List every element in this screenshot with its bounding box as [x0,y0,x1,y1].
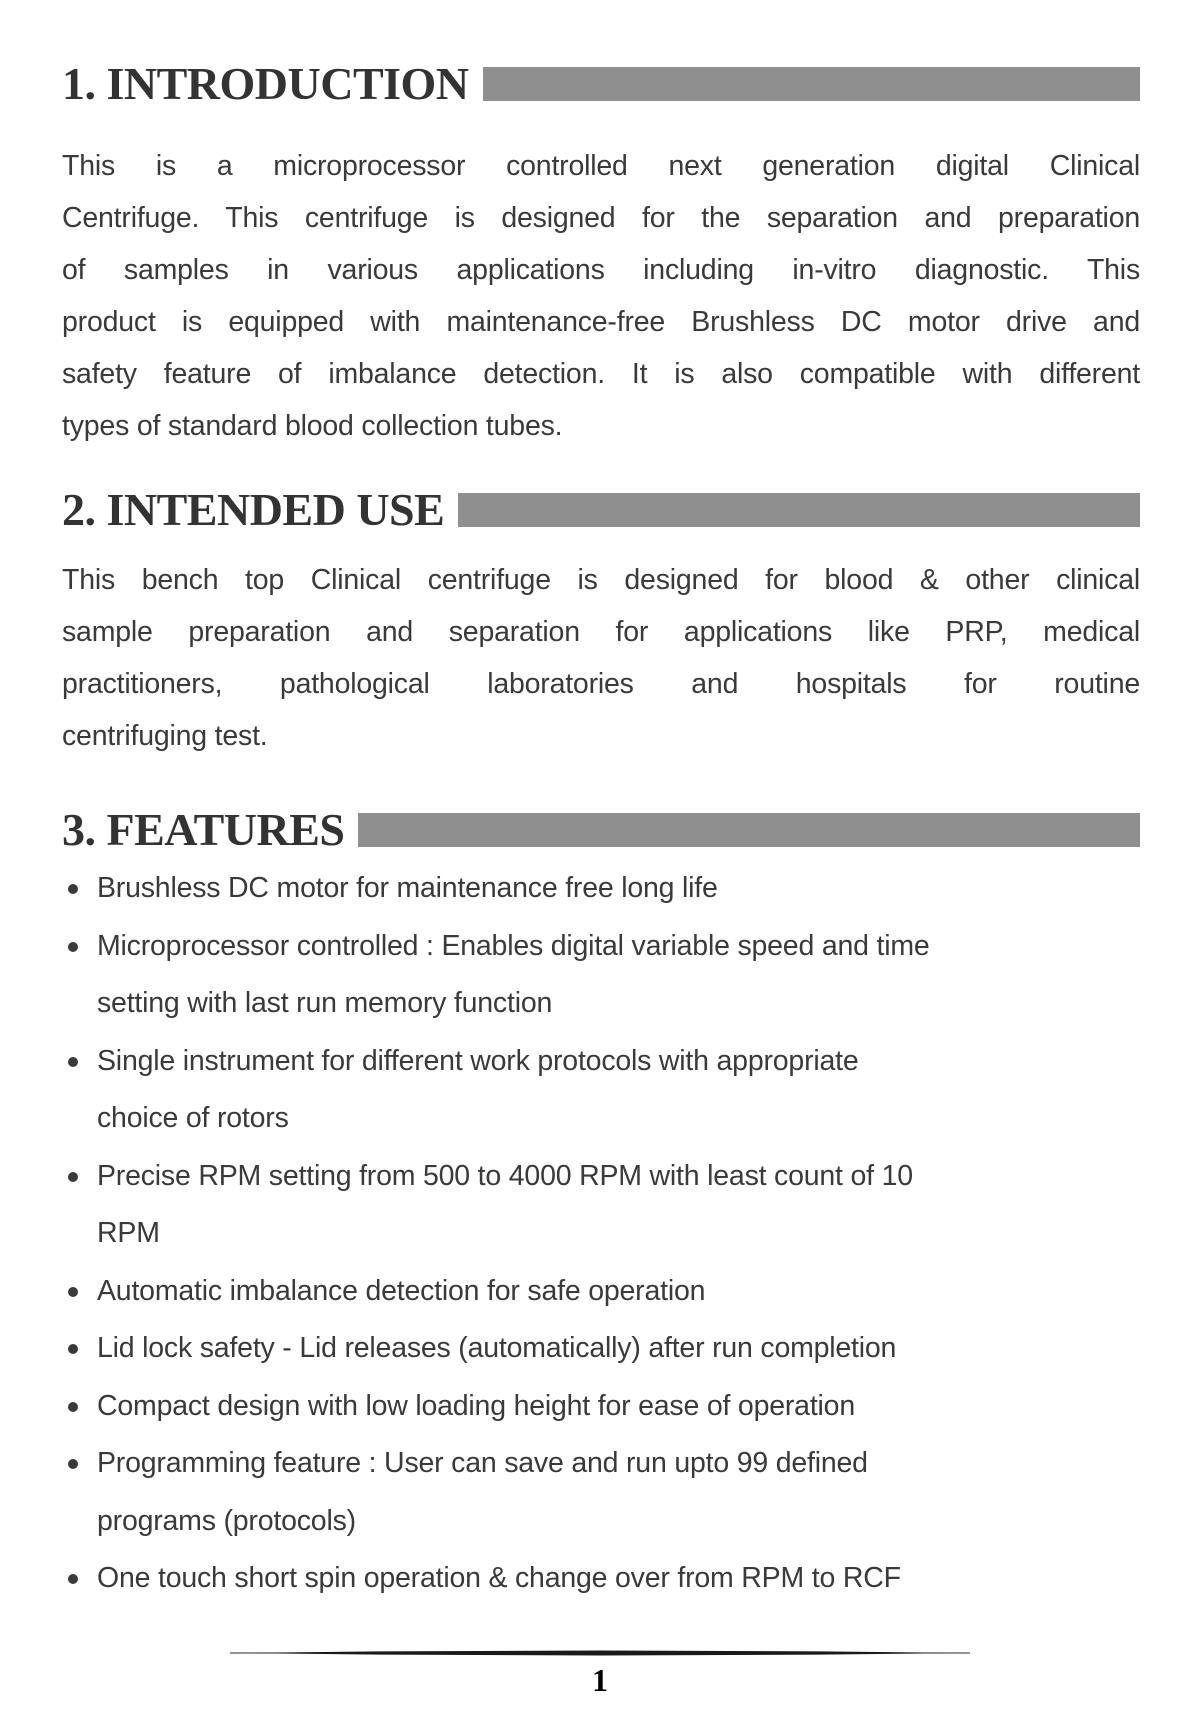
feature-line: RPM [97,1217,160,1249]
section-features [62,806,1140,1608]
feature-item [62,1033,1140,1148]
feature-line: Compact design with low loading height for ease of operation [97,1389,855,1422]
feature-item [62,1148,1140,1263]
feature-line: Single instrument for different work protocols with appropriate [97,1044,859,1077]
feature-item [62,1435,1140,1550]
paragraph-line: of samples in various applications including in-vitro diagnostic. This [62,254,1140,286]
paragraph-line: types of standard blood collection tubes. [62,410,563,442]
page-footer [0,1650,1200,1698]
section-heading [62,60,1140,108]
paragraph-line: This bench top Clinical centrifuge is designed for blood & other clinical [62,564,1140,596]
feature-text [97,1435,1140,1550]
bullet-icon [68,1320,97,1378]
feature-item [62,860,1140,918]
paragraph-line: This is a microprocessor controlled next generation digital Clinical [62,150,1140,182]
feature-item [62,918,1140,1033]
feature-line: Brushless DC motor for maintenance free long life [97,872,718,904]
feature-text [97,1550,1140,1608]
bullet-icon [68,860,97,918]
intended-use-paragraph [62,554,1140,762]
feature-line: Lid lock safety - Lid releases (automatically) after run completion [97,1332,897,1364]
section-introduction [62,60,1140,452]
heading-bar [358,813,1140,847]
bullet-icon [68,1148,97,1263]
section-intended-use [62,486,1140,762]
section-title: 2. INTENDED USE [62,484,445,535]
heading-bar [483,67,1140,101]
feature-text [97,1320,1140,1378]
feature-text [97,918,1140,1033]
feature-line: programs (protocols) [97,1504,356,1537]
feature-item [62,1378,1140,1436]
section-title: 3. FEATURES [62,804,345,855]
feature-line: Automatic imbalance detection for safe operation [97,1274,706,1307]
section-title: 1. INTRODUCTION [62,58,469,109]
feature-line: choice of rotors [97,1102,289,1134]
bullet-icon [68,1550,97,1608]
paragraph-line: product is equipped with maintenance-free Brushless DC motor drive and [62,306,1140,338]
bullet-icon [68,1263,97,1321]
feature-text [97,860,1140,918]
paragraph-line: practitioners, pathological laboratories and hospitals for routine [62,668,1140,700]
heading-bar [458,493,1140,527]
feature-line: One touch short spin operation & change over from RPM to RCF [97,1562,901,1594]
paragraph-line: Centrifuge. This centrifuge is designed for the separation and preparation [62,202,1140,234]
feature-item [62,1550,1140,1608]
paragraph-line: safety feature of imbalance detection. It is also compatible with different [62,358,1140,390]
section-heading [62,806,1140,854]
bullet-icon [68,1435,97,1550]
paragraph-line: centrifuging test. [62,720,268,752]
bullet-icon [68,1033,97,1148]
introduction-paragraph [62,140,1140,452]
feature-line: Precise RPM setting from 500 to 4000 RPM with least count of 10 [97,1159,913,1192]
section-heading [62,486,1140,534]
feature-line: setting with last run memory function [97,987,553,1019]
feature-item [62,1320,1140,1378]
features-list [62,860,1140,1608]
paragraph-line: sample preparation and separation for applications like PRP, medical [62,616,1140,648]
footer-rule [230,1650,970,1656]
page-number: 1 [592,1662,608,1698]
bullet-icon [68,1378,97,1436]
feature-item [62,1263,1140,1321]
feature-text [97,1148,1140,1263]
feature-text [97,1263,1140,1321]
bullet-icon [68,918,97,1033]
feature-text [97,1033,1140,1148]
feature-text [97,1378,1140,1436]
feature-line: Programming feature : User can save and run upto 99 defined [97,1447,868,1479]
feature-line: Microprocessor controlled : Enables digital variable speed and time [97,929,930,962]
